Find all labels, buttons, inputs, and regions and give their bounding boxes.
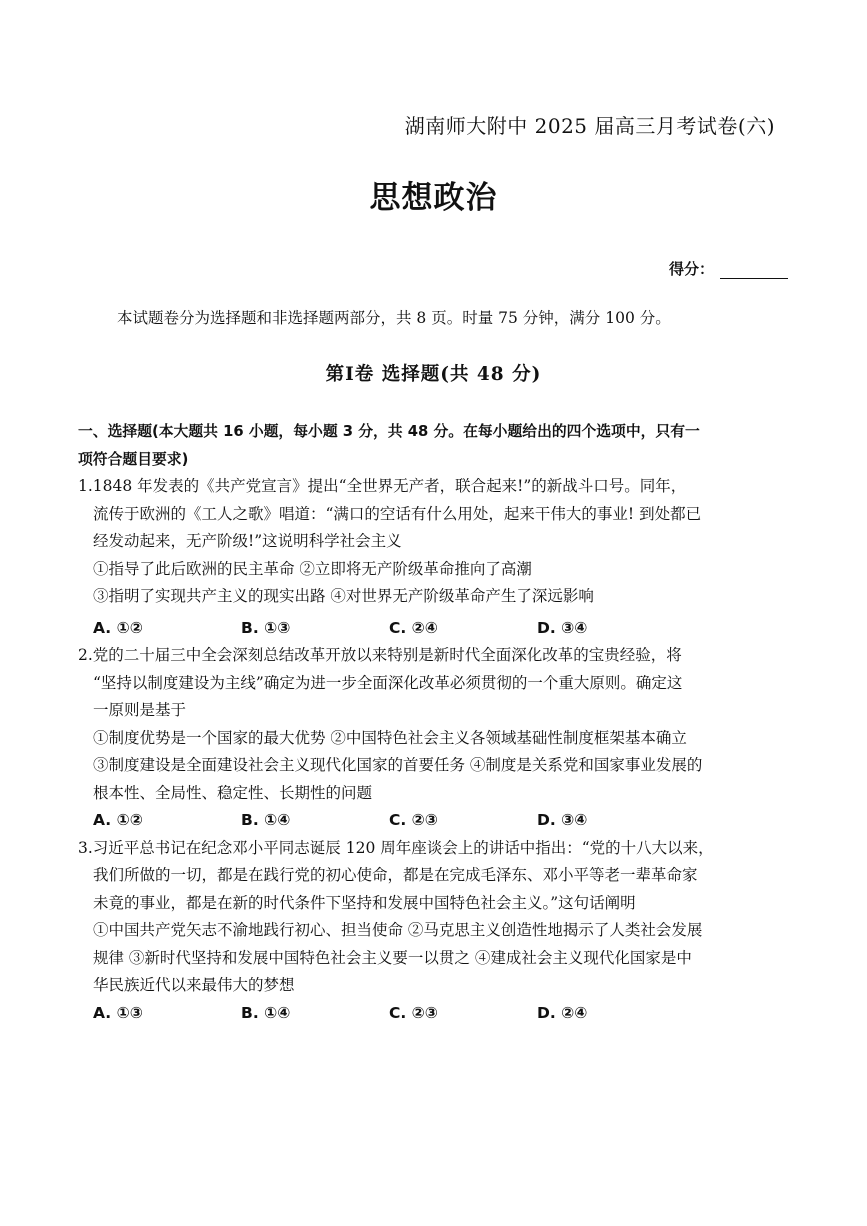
option-b: B. ①③ [241,618,291,637]
statement-line: 规律 ③新时代坚持和发展中国特色社会主义要一以贯之 ④建成社会主义现代化国家是中 [93,948,692,967]
school-title: 湖南师大附中 2025 届高三月考试卷(六) [404,114,775,138]
question-2 [78,642,790,835]
option-d: D. ②④ [537,1003,588,1022]
question-stem-line: 流传于欧洲的《工人之歌》唱道：“满口的空话有什么用处，起来干伟大的事业! 到处都已 [93,504,702,523]
section-heading [78,418,790,473]
score-label: 得分： [668,260,714,278]
section-heading-line: 一、选择题(本大题共 16 小题，每小题 3 分，共 48 分。在每小题给出的四个选项中，只有一 [78,423,700,440]
question-content [78,418,790,1027]
section-heading-line: 项符合题目要求) [78,450,189,468]
question-3 [78,835,790,1028]
option-d: D. ③④ [537,618,588,637]
question-stem-line: 一原则是基于 [93,701,187,719]
answer-options [78,1000,790,1028]
score-field [669,258,788,279]
option-c: C. ②③ [389,811,438,829]
option-b: B. ①④ [241,811,291,829]
statement-line: ①制度优势是一个国家的最大优势 ②中国特色社会主义各领域基础性制度框架基本确立 [93,728,687,747]
option-c: C. ②③ [389,1003,438,1022]
statement-line: 华民族近代以来最伟大的梦想 [93,976,295,994]
question-stem-line: “坚持以制度建设为主线”确定为进一步全面深化改革必须贯彻的一个重大原则。确定这 [93,673,683,692]
question-1 [78,473,790,642]
option-d: D. ③④ [537,811,588,829]
score-blank [720,264,788,279]
question-stem-line: 1.1848 年发表的《共产党宣言》提出“全世界无产者，联合起来!”的新战斗口号。同年， [78,477,687,495]
option-b: B. ①④ [241,1003,291,1022]
statement-line: ①中国共产党矢志不渝地践行初心、担当使命 ②马克思主义创造性地揭示了人类社会发展 [93,921,703,939]
subject-title: 思想政治 [369,180,498,216]
question-stem-line: 经发动起来，无产阶级!”这说明科学社会主义 [93,532,402,550]
question-stem-line: 3.习近平总书记在纪念邓小平同志诞辰 120 周年座谈会上的讲话中指出：“党的十八大以来， [78,838,714,857]
part-title: 第Ⅰ卷 选择题(共 48 分) [325,364,542,385]
intro-text: 本试题卷分为选择题和非选择题两部分，共 8 页。时量 75 分钟，满分 100 分。 [117,309,671,327]
option-a: A. ①② [93,811,143,829]
answer-options [78,615,790,643]
statement-line: 根本性、全局性、稳定性、长期性的问题 [93,783,373,802]
statement-line: ③指明了实现共产主义的现实出路 ④对世界无产阶级革命产生了深远影响 [93,587,594,605]
option-a: A. ①③ [93,1003,143,1022]
statement-line: ①指导了此后欧洲的民主革命 ②立即将无产阶级革命推向了高潮 [93,559,532,578]
option-c: C. ②④ [389,618,438,637]
option-a: A. ①② [93,618,143,637]
question-stem-line: 我们所做的一切，都是在践行党的初心使命，都是在完成毛泽东、邓小平等老一辈革命家 [93,866,698,884]
question-stem-line: 2.党的二十届三中全会深刻总结改革开放以来特别是新时代全面深化改革的宝贵经验，将 [78,646,682,664]
answer-options [78,807,790,835]
question-stem-line: 未竟的事业，都是在新的时代条件下坚持和发展中国特色社会主义。”这句话阐明 [93,893,636,912]
statement-line: ③制度建设是全面建设社会主义现代化国家的首要任务 ④制度是关系党和国家事业发展的 [93,756,703,774]
